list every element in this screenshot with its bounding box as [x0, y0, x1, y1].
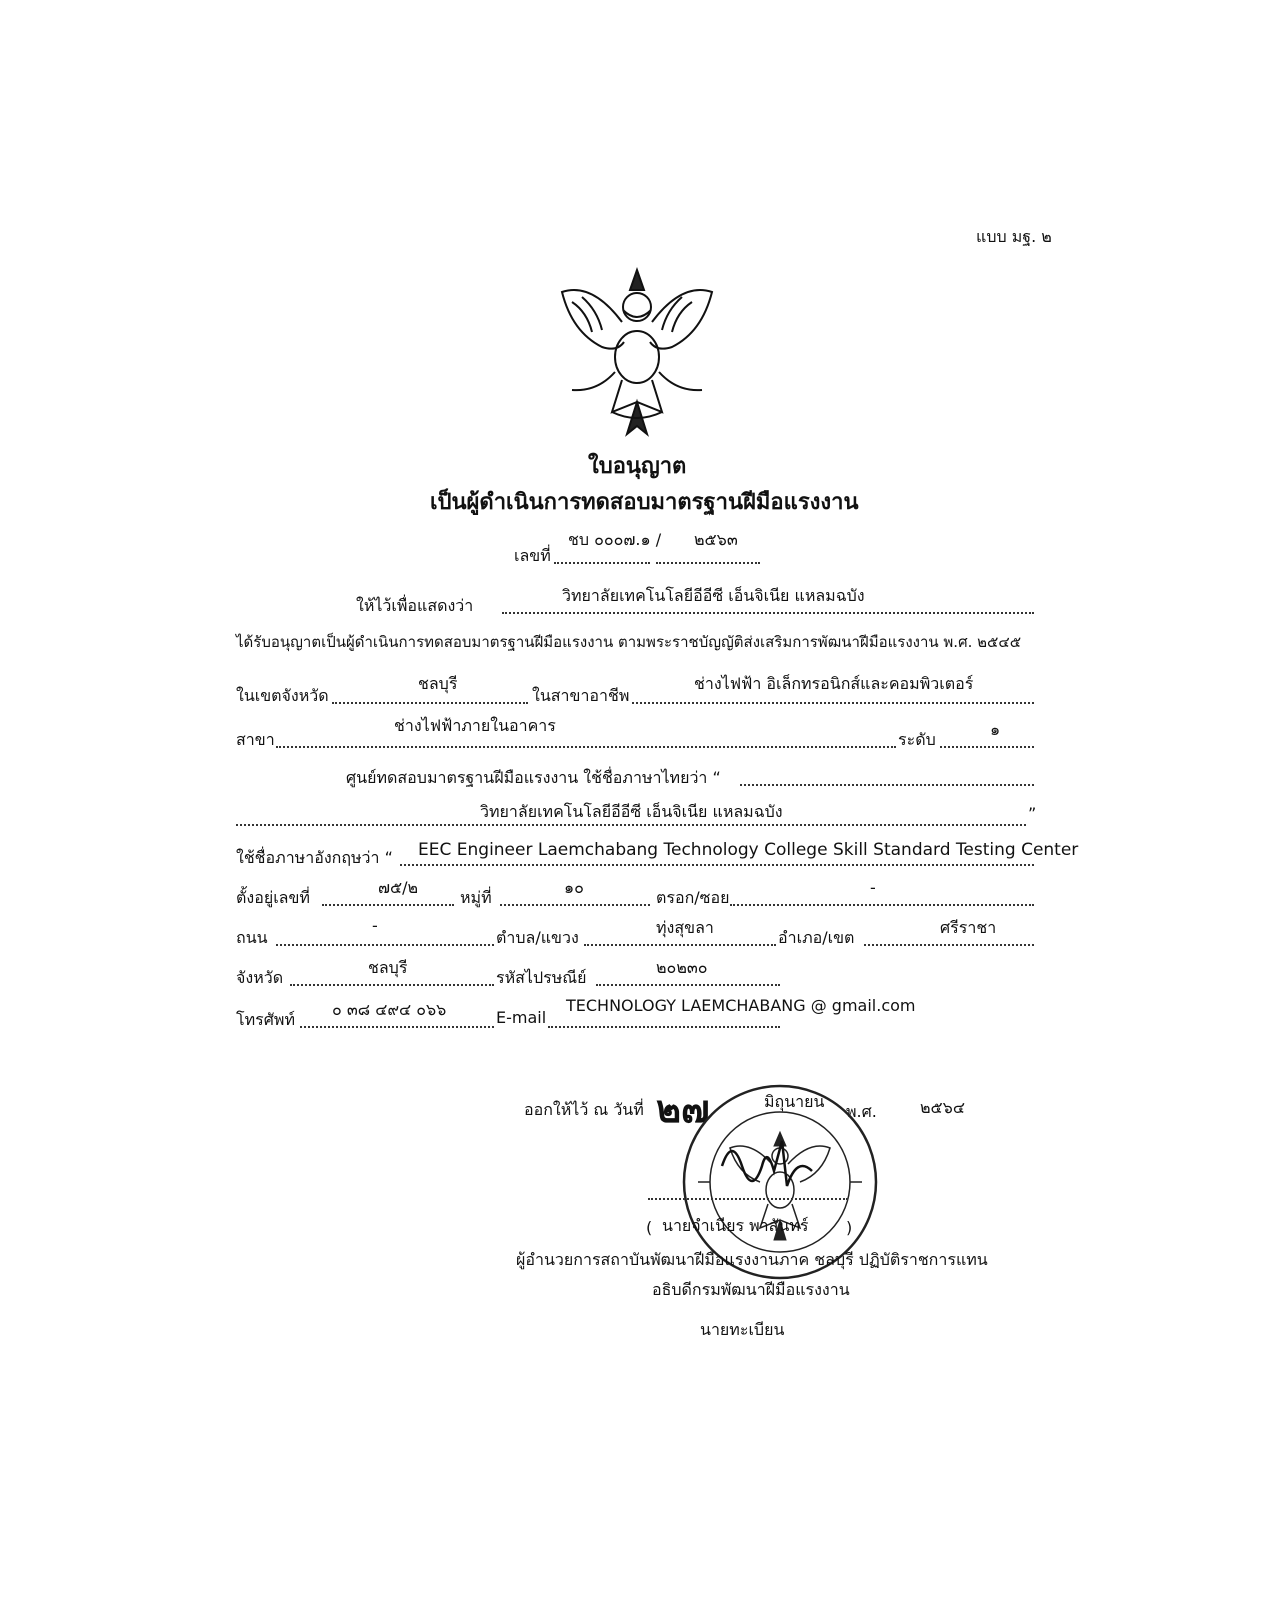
- moo-value: ๑๐: [564, 878, 584, 897]
- license-no-year: ๒๕๖๓: [694, 530, 738, 549]
- signature-icon: [712, 1126, 832, 1206]
- signatory-open-paren: (: [646, 1218, 653, 1237]
- center-thai-value: วิทยาลัยเทคโนโลยีอีอีซี เอ็นจิเนีย แหลมฉบัง: [480, 802, 783, 821]
- amphoe-label: อำเภอ/เขต: [778, 928, 855, 947]
- postal-label: รหัสไปรษณีย์: [496, 968, 587, 987]
- center-english-value: EEC Engineer Laemchabang Technology College Skill Standard Testing Center: [418, 840, 1079, 860]
- level-label: ระดับ: [898, 730, 936, 749]
- license-no-label: เลขที่: [514, 546, 551, 565]
- address-no-label: ตั้งอยู่เลขที่: [236, 888, 310, 907]
- signatory-position-1: ผู้อำนวยการสถาบันพัฒนาฝีมือแรงงานภาค ชลบุรี ปฏิบัติราชการแทน: [516, 1250, 988, 1269]
- document-subtitle: เป็นผู้ดำเนินการทดสอบมาตรฐานฝีมือแรงงาน: [430, 490, 859, 515]
- signatory-close-paren: ): [846, 1218, 853, 1237]
- soi-value: -: [870, 878, 876, 897]
- center-thai-label: ศูนย์ทดสอบมาตรฐานฝีมือแรงงาน ใช้ชื่อภาษาไทยว่า “: [346, 768, 721, 787]
- occupation-value: ช่างไฟฟ้า อิเล็กทรอนิกส์และคอมพิวเตอร์: [694, 674, 974, 693]
- issued-year-value: ๒๕๖๔: [920, 1098, 965, 1117]
- issued-month-value: มิถุนายน: [764, 1092, 825, 1111]
- road-value: -: [372, 916, 378, 935]
- issued-year-label: พ.ศ.: [846, 1102, 877, 1121]
- license-no-value: ชบ ๐๐๐๗.๑ /: [568, 530, 662, 549]
- email-label: E-mail: [496, 1008, 547, 1027]
- form-code: แบบ มฐ. ๒: [976, 227, 1052, 246]
- grantee-label: ให้ไว้เพื่อแสดงว่า: [356, 596, 474, 615]
- occupation-label: ในสาขาอาชีพ: [532, 686, 630, 705]
- center-english-label: ใช้ชื่อภาษาอังกฤษว่า “: [236, 848, 393, 867]
- garuda-emblem-icon: [552, 262, 722, 442]
- amphoe-value: ศรีราชา: [940, 918, 997, 937]
- tambon-label: ตำบล/แขวง: [496, 928, 579, 947]
- postal-value: ๒๐๒๓๐: [656, 958, 708, 977]
- tambon-value: ทุ่งสุขลา: [656, 918, 714, 937]
- issued-label: ออกให้ไว้ ณ วันที่: [524, 1100, 644, 1119]
- road-label: ถนน: [236, 928, 268, 947]
- moo-label: หมู่ที่: [460, 888, 492, 907]
- branch-label: สาขา: [236, 730, 275, 749]
- signatory-name: นายจำเนียร พาสันทร์: [662, 1216, 809, 1235]
- province-zone-label: ในเขตจังหวัด: [236, 686, 329, 705]
- document-title: ใบอนุญาต: [588, 454, 687, 479]
- level-value: ๑: [990, 720, 1001, 739]
- phone-value: ๐ ๓๘ ๔๙๔ ๐๖๖: [332, 1000, 447, 1019]
- province-zone-value: ชลบุรี: [418, 674, 458, 693]
- phone-label: โทรศัพท์: [236, 1010, 295, 1029]
- license-statement: ได้รับอนุญาตเป็นผู้ดำเนินการทดสอบมาตรฐานฝีมือแรงงาน ตามพระราชบัญญัติส่งเสริมการพัฒนาฝีมือแรงงาน พ.ศ. ๒๕๔๕: [236, 633, 1022, 651]
- grantee-value: วิทยาลัยเทคโนโลยีอีอีซี เอ็นจิเนีย แหลมฉบัง: [562, 586, 865, 605]
- email-value: TECHNOLOGY LAEMCHABANG @ gmail.com: [566, 996, 916, 1015]
- address-no-value: ๗๕/๒: [378, 878, 419, 897]
- issued-day-value: ๒๗: [656, 1086, 710, 1131]
- registrar-title: นายทะเบียน: [700, 1320, 785, 1339]
- soi-label: ตรอก/ซอย: [656, 888, 730, 907]
- province-value: ชลบุรี: [368, 958, 408, 977]
- branch-value: ช่างไฟฟ้าภายในอาคาร: [394, 716, 556, 735]
- center-thai-close-quote: ”: [1028, 804, 1037, 823]
- province-label: จังหวัด: [236, 968, 284, 987]
- signatory-position-2: อธิบดีกรมพัฒนาฝีมือแรงงาน: [652, 1280, 850, 1299]
